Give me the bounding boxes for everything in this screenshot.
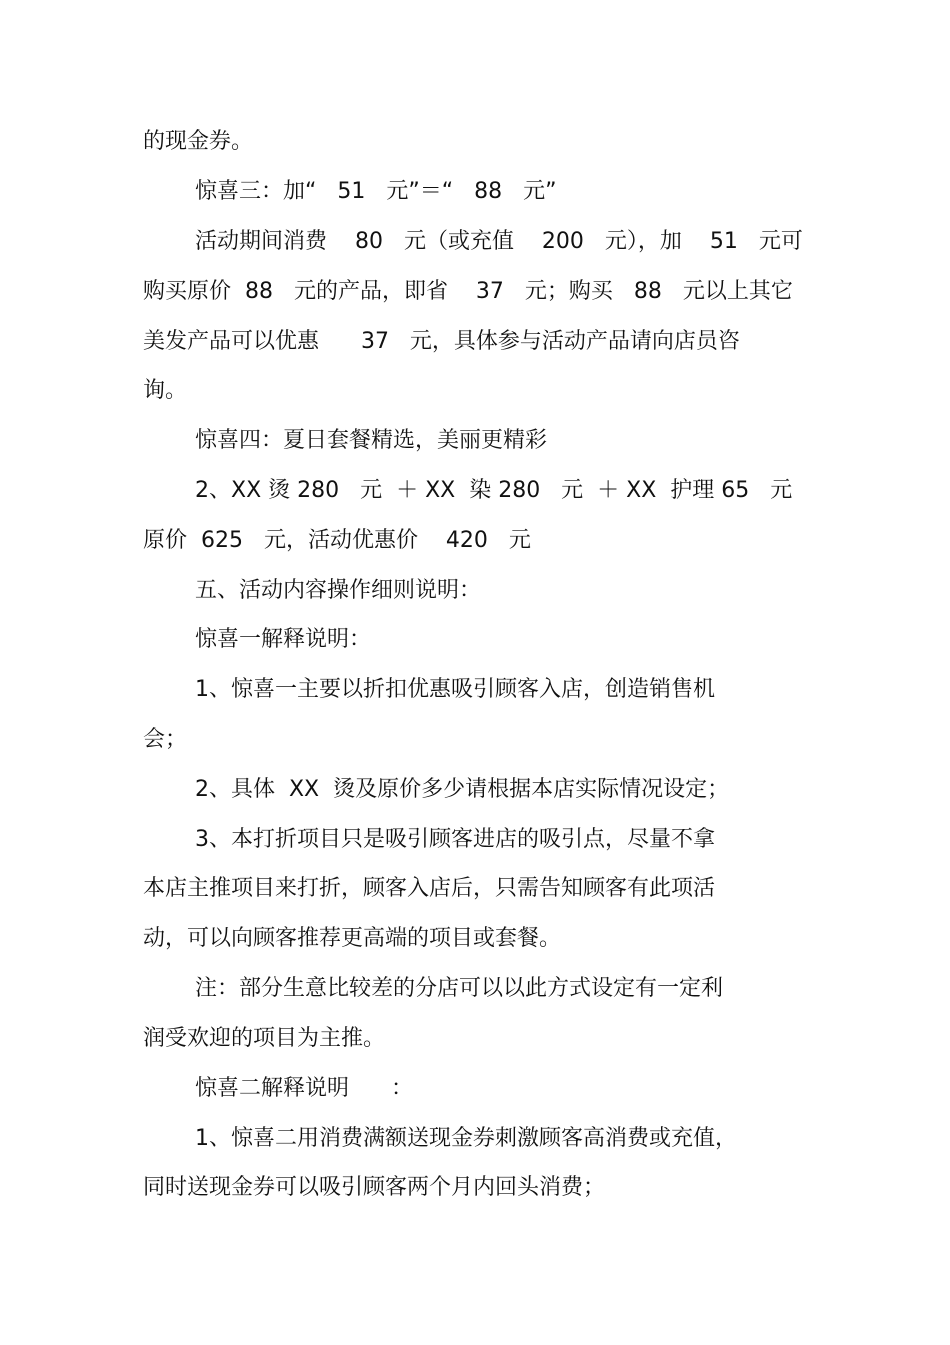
text-line: 购买原价 88 元的产品，即省 37 元；购买 88 元以上其它 xyxy=(143,279,793,304)
text-line: 五、活动内容操作细则说明： xyxy=(195,578,482,603)
text-line: 活动期间消费 80 元（或充值 200 元），加 51 元可 xyxy=(195,229,803,254)
text-line: 原价 625 元，活动优惠价 420 元 xyxy=(143,528,531,553)
text-line: 润受欢迎的项目为主推。 xyxy=(143,1026,386,1051)
text-line: 惊喜三：加“ 51 元”＝“ 88 元” xyxy=(195,179,557,204)
text-line: 惊喜四：夏日套餐精选，美丽更精彩 xyxy=(195,428,548,453)
text-line: 询。 xyxy=(143,378,188,403)
text-line: 惊喜二解释说明 ： xyxy=(195,1076,413,1101)
text-line: 1、惊喜一主要以折扣优惠吸引顾客入店，创造销售机 xyxy=(195,677,715,702)
text-line: 惊喜一解释说明： xyxy=(195,627,372,652)
text-line: 1、惊喜二用消费满额送现金券刺激顾客高消费或充值， xyxy=(195,1126,737,1151)
text-line: 2、XX 烫 280 元 ＋ XX 染 280 元 ＋ XX 护理 65 元 xyxy=(195,478,793,503)
text-line: 本店主推项目来打折，顾客入店后，只需告知顾客有此项活 xyxy=(143,876,716,901)
text-line: 注：部分生意比较差的分店可以以此方式设定有一定利 xyxy=(195,976,724,1001)
text-line: 2、具体 XX 烫及原价多少请根据本店实际情况设定； xyxy=(195,777,730,802)
text-line: 的现金券。 xyxy=(143,129,254,154)
text-line: 动，可以向顾客推荐更高端的项目或套餐。 xyxy=(143,926,562,951)
text-line: 同时送现金券可以吸引顾客两个月内回头消费； xyxy=(143,1175,606,1200)
text-line: 会； xyxy=(143,727,188,752)
text-line: 美发产品可以优惠 37 元，具体参与活动产品请向店员咨 xyxy=(143,329,740,354)
text-line: 3、本打折项目只是吸引顾客进店的吸引点，尽量不拿 xyxy=(195,827,715,852)
